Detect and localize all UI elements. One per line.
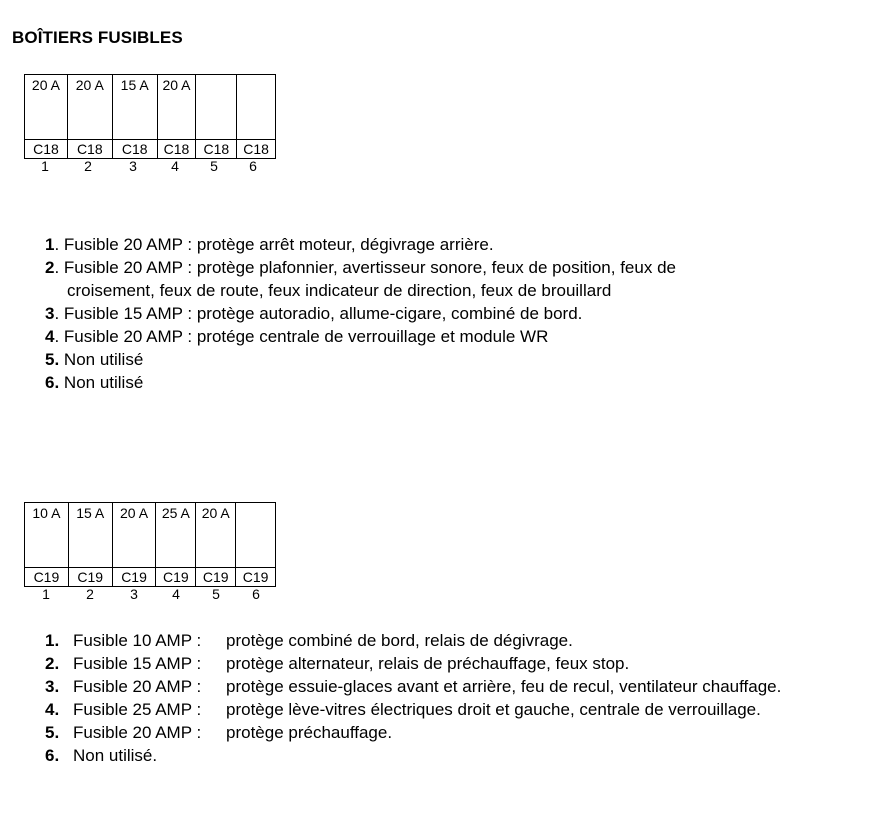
fuse-position: 4 — [172, 586, 180, 602]
fuse-slot — [25, 524, 69, 568]
item-text: Non utilisé — [59, 350, 144, 369]
fuse-code-cell: C19 — [112, 568, 156, 587]
item-number: 4 — [45, 700, 55, 719]
fuse-slot — [196, 524, 236, 568]
item-text: protège préchauffage. — [226, 723, 393, 742]
item-separator: . — [54, 700, 60, 719]
fuse-code-cell: C19 — [25, 568, 69, 587]
item-fuse: Fusible 25 AMP : — [73, 700, 202, 719]
fuse-gap-row — [25, 524, 276, 568]
fuse-slot — [156, 524, 196, 568]
fuse-slot — [196, 96, 237, 140]
list-item — [45, 371, 676, 394]
list-item — [45, 721, 796, 744]
fuse-code-cell: C19 — [196, 568, 236, 587]
fuse-code-cell: C18 — [112, 140, 157, 159]
item-number: 2 — [45, 654, 55, 673]
list-item — [45, 233, 676, 256]
item-number: 3 — [45, 304, 55, 323]
item-fuse: Fusible 15 AMP : — [73, 654, 202, 673]
fuse-list-c18 — [45, 233, 676, 394]
list-item — [45, 325, 676, 348]
item-separator: . — [54, 654, 60, 673]
item-number: 5. — [45, 350, 60, 369]
item-text: . Fusible 20 AMP : protège plafonnier, avertisseur sonore, feux de position, feux de — [54, 258, 676, 277]
fuse-position: 5 — [210, 158, 218, 174]
fuse-code-row — [25, 568, 276, 587]
fuse-amp-cell: 20 A — [25, 75, 68, 97]
fuse-box-c19 — [24, 502, 276, 587]
item-text: protège combiné de bord, relais de dégivrage. — [226, 631, 573, 650]
fuse-amp-cell: 20 A — [157, 75, 196, 97]
item-fuse: Non utilisé. — [73, 746, 158, 765]
list-item — [45, 652, 796, 675]
fuse-position: 6 — [249, 158, 257, 174]
item-separator: . — [54, 631, 60, 650]
fuse-amp-cell — [196, 75, 237, 97]
item-number: 2 — [45, 258, 55, 277]
fuse-amp-cell: 25 A — [156, 503, 196, 525]
item-text: . Fusible 15 AMP : protège autoradio, allume-cigare, combiné de bord. — [54, 304, 583, 323]
fuse-amp-cell: 20 A — [67, 75, 112, 97]
fuse-position: 1 — [41, 158, 49, 174]
fuse-position-numbers — [24, 158, 272, 174]
item-number: 6. — [45, 746, 60, 765]
fuse-position: 6 — [252, 586, 260, 602]
fuse-gap-row — [25, 96, 276, 140]
fuse-position: 1 — [42, 586, 50, 602]
list-item — [45, 256, 676, 302]
fuse-position: 2 — [84, 158, 92, 174]
fuse-box-c18 — [24, 74, 276, 159]
item-fuse: Fusible 10 AMP : — [73, 631, 202, 650]
fuse-code-cell: C19 — [156, 568, 196, 587]
fuse-code-cell: C18 — [196, 140, 237, 159]
item-text: protège essuie-glaces avant et arrière, feu de recul, ventilateur chauffage. — [226, 677, 782, 696]
list-item — [45, 348, 676, 371]
item-number: 1 — [45, 631, 55, 650]
list-item — [45, 629, 796, 652]
item-text: protège alternateur, relais de préchauffage, feux stop. — [226, 654, 630, 673]
fuse-amp-cell: 10 A — [25, 503, 69, 525]
fuse-amp-cell — [237, 75, 276, 97]
fuse-slot — [68, 524, 112, 568]
fuse-code-cell: C19 — [236, 568, 276, 587]
item-text — [226, 744, 796, 767]
fuse-slot — [112, 96, 157, 140]
fuse-amp-cell: 20 A — [112, 503, 156, 525]
item-text: protège lève-vitres électriques droit et gauche, centrale de verrouillage. — [226, 700, 761, 719]
fuse-code-row — [25, 140, 276, 159]
fuse-code-cell: C18 — [237, 140, 276, 159]
fuse-position-numbers — [24, 586, 276, 602]
fuse-position: 3 — [130, 586, 138, 602]
item-fuse: Fusible 20 AMP : — [73, 723, 202, 742]
fuse-code-cell: C19 — [68, 568, 112, 587]
item-text-continued: croisement, feux de route, feux indicateur de direction, feux de brouillard — [67, 281, 612, 300]
fuse-list-c19 — [45, 629, 796, 767]
page-title: BOÎTIERS FUSIBLES — [12, 28, 183, 47]
fuse-amp-cell: 15 A — [68, 503, 112, 525]
fuse-slot — [67, 96, 112, 140]
fuse-amp-cell: 15 A — [112, 75, 157, 97]
fuse-code-cell: C18 — [157, 140, 196, 159]
fuse-amp-row — [25, 75, 276, 97]
fuse-slot — [236, 524, 276, 568]
item-number: 3 — [45, 677, 55, 696]
fuse-amp-cell — [236, 503, 276, 525]
list-item — [45, 675, 796, 698]
item-separator: . — [54, 677, 60, 696]
fuse-position: 4 — [171, 158, 179, 174]
list-item — [45, 698, 796, 721]
item-text: . Fusible 20 AMP : protège arrêt moteur, dégivrage arrière. — [54, 235, 494, 254]
fuse-position: 2 — [86, 586, 94, 602]
fuse-position: 3 — [129, 158, 137, 174]
item-number: 1 — [45, 235, 55, 254]
item-number: 5 — [45, 723, 55, 742]
item-text: . Fusible 20 AMP : protége centrale de verrouillage et module WR — [54, 327, 549, 346]
fuse-code-cell: C18 — [67, 140, 112, 159]
list-item — [45, 302, 676, 325]
list-item — [45, 744, 796, 767]
fuse-code-cell: C18 — [25, 140, 68, 159]
fuse-amp-cell: 20 A — [196, 503, 236, 525]
item-separator: . — [54, 723, 60, 742]
fuse-position: 5 — [212, 586, 220, 602]
fuse-slot — [25, 96, 68, 140]
item-number: 4 — [45, 327, 55, 346]
item-text: Non utilisé — [59, 373, 144, 392]
item-number: 6. — [45, 373, 60, 392]
fuse-slot — [112, 524, 156, 568]
item-fuse: Fusible 20 AMP : — [73, 677, 202, 696]
fuse-amp-row — [25, 503, 276, 525]
fuse-slot — [237, 96, 276, 140]
fuse-slot — [157, 96, 196, 140]
